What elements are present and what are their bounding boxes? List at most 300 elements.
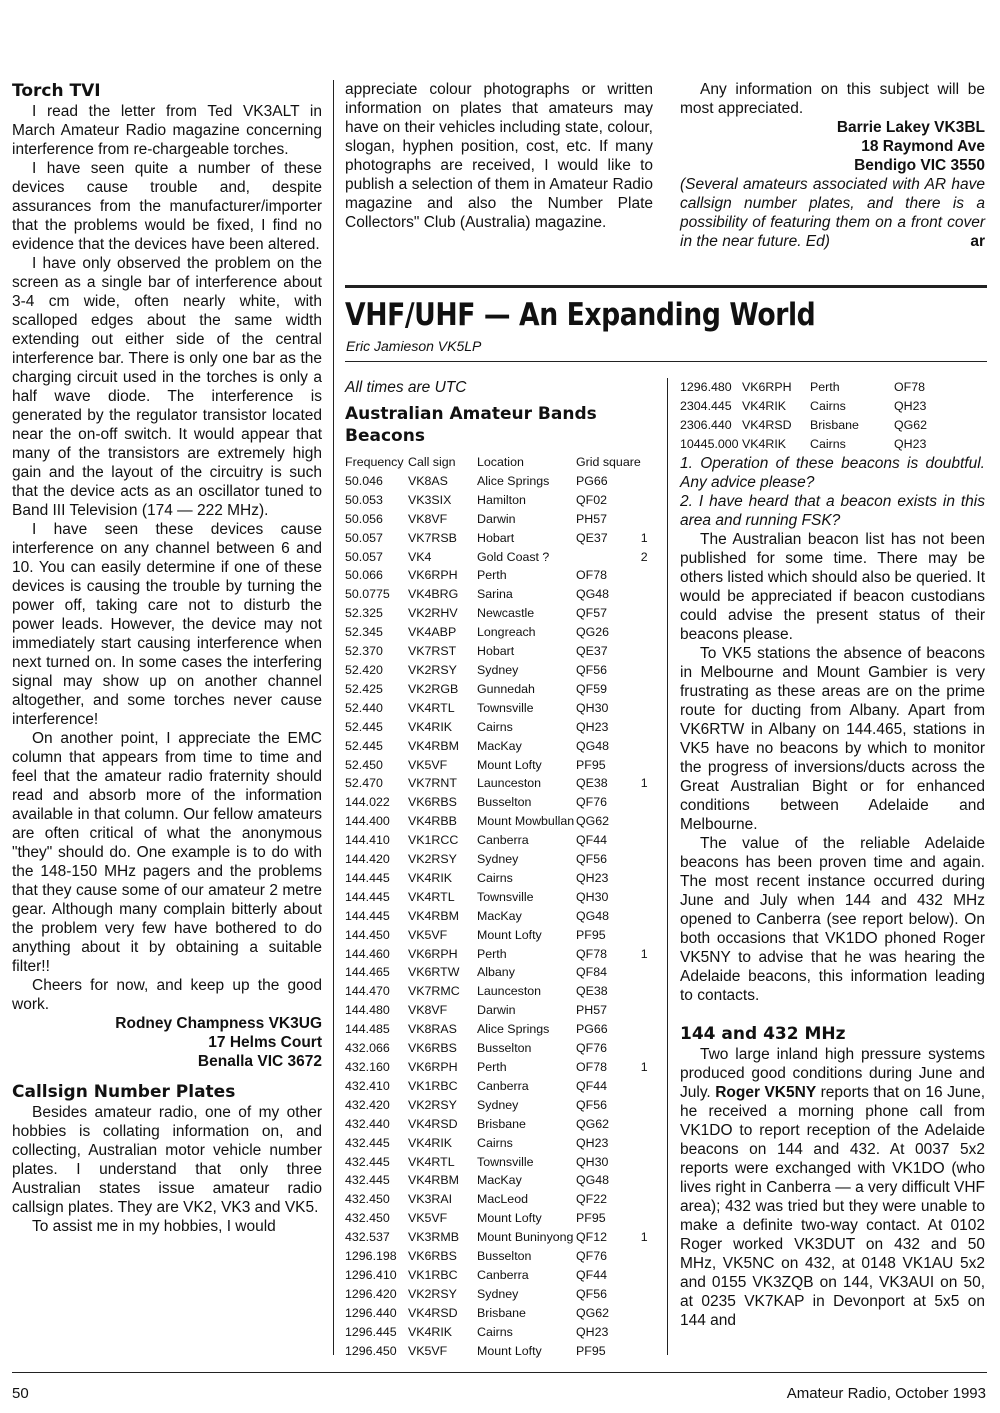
- callsign-cell: VK4RTL: [408, 700, 455, 715]
- note-cell: [641, 1077, 651, 1096]
- letter-heading: Torch TVI: [12, 81, 101, 101]
- frequency-cell: 52.470: [345, 776, 383, 791]
- frequency-cell: 144.480: [345, 1003, 390, 1018]
- frequency-cell: 432.160: [345, 1060, 390, 1074]
- note-cell: [641, 907, 651, 926]
- letter-plates-continued: [345, 80, 653, 232]
- callsign-cell: VK5VF: [408, 757, 448, 772]
- frequency-cell: 432.410: [345, 1078, 390, 1093]
- end-mark: ar: [970, 233, 985, 250]
- callsign-cell: VK6RTW: [408, 965, 460, 980]
- location-cell: Hobart: [477, 530, 515, 545]
- frequency-cell: 52.440: [345, 700, 383, 715]
- frequency-cell: 50.057: [345, 549, 383, 564]
- callsign-cell: VK2RHV: [408, 606, 458, 621]
- location-cell: Perth: [477, 946, 507, 961]
- beacon-row: [345, 1096, 651, 1115]
- location-cell: Perth: [477, 1060, 507, 1074]
- location-cell: Canberra: [477, 1078, 529, 1093]
- beacon-row: [345, 699, 651, 718]
- location-cell: Mount Lofty: [477, 927, 542, 942]
- frequency-cell: 50.053: [345, 492, 383, 507]
- grid-cell: QE37: [576, 644, 608, 659]
- location-cell: Cairns: [477, 719, 513, 734]
- location-cell: Alice Springs: [477, 473, 550, 488]
- frequency-cell: 432.445: [345, 1154, 390, 1169]
- grid-cell: QG48: [576, 908, 610, 923]
- frequency-cell: 144.460: [345, 946, 390, 961]
- paragraph: [680, 1045, 985, 1330]
- note-cell: [641, 1342, 651, 1361]
- beacon-row: [345, 926, 651, 945]
- frequency-cell: 1296.198: [345, 1249, 397, 1264]
- note-cell: [641, 1190, 651, 1209]
- callsign-cell: VK2RSY: [408, 852, 457, 867]
- beacon-row: [345, 831, 651, 850]
- location-cell: Perth: [477, 568, 507, 583]
- location-cell: Gold Coast ?: [477, 549, 550, 564]
- frequency-cell: 52.345: [345, 625, 383, 640]
- column-divider: [667, 378, 668, 1355]
- frequency-cell: 52.420: [345, 662, 383, 677]
- grid-cell: QH30: [576, 1154, 609, 1169]
- callsign-cell: VK2RGB: [408, 681, 459, 696]
- frequency-cell: 50.066: [345, 568, 383, 583]
- column-header: Location: [477, 455, 524, 469]
- grid-cell: QG62: [576, 1305, 610, 1320]
- location-cell: Cairns: [810, 436, 846, 451]
- location-cell: Busselton: [477, 1249, 532, 1264]
- grid-cell: PF95: [576, 1343, 606, 1358]
- grid-cell: PF95: [576, 1211, 606, 1226]
- frequency-cell: 50.046: [345, 473, 383, 488]
- callsign-cell: VK7RSB: [408, 530, 457, 545]
- grid-cell: QF44: [576, 1078, 607, 1093]
- paragraph: On another point, I appreciate the EMC column that appears from time to time and feel that the amateur radio fraternity should read and absorb more of the information available in that column. Our fellow amateurs are often critical of what the anonymous "they" should do. One example is to do with the 148-150 MHz pagers and the problems that they cause some of our amateur 2 metre gear. Although many complain bitterly about the problem very few have bothered to do anything about it by obtaining a suitable filter!!: [12, 730, 322, 975]
- frequency-cell: 144.400: [345, 814, 390, 829]
- location-cell: Launceston: [477, 984, 542, 999]
- grid-cell: QF12: [576, 1230, 607, 1245]
- signature-name: Rodney Champness VK3UG: [115, 1015, 322, 1032]
- column-header: Grid square: [576, 455, 641, 469]
- callsign-cell: VK3SIX: [408, 492, 452, 507]
- frequency-cell: 10445.000: [680, 436, 739, 451]
- text-run: Two large inland high pressure systems produced good conditions during June and July.: [680, 1045, 985, 1101]
- paragraph: To VK5 stations the absence of beacons in Melbourne and Mount Gambier is very frustrating as these areas are on the prime route for ducting from Albany. Apart from VK6RTW in Albany on 144.465, stations in VK5 have no beacons by which to monitor the progress of inversions/ducts across the Great Australian Bight or for enhanced conditions between Adelaide and Melbourne.: [680, 644, 985, 833]
- signature-name: Barrie Lakey VK3BL: [836, 119, 985, 136]
- grid-cell: QH23: [576, 719, 609, 734]
- note-cell: [641, 812, 651, 831]
- paragraph: I have only observed the problem on the screen as a single bar of interference about 3-4 cm wide, often nearly white, with scalloped edges about the same width extending out either side of the central interference bar. There is only one bar as the charging circuit used in the torches is only a half wave diode. The interference is generated by the regulator transistor located near the on-off switch. It would appear that many of the transistors are extremely high gain and the layout of the circuitry is such that the device acts as an oscillator tuned to Band III Television (174 — 222 MHz).: [12, 255, 322, 519]
- location-cell: Mount Lofty: [477, 1211, 542, 1226]
- paragraph: Cheers for now, and keep up the good work.: [12, 977, 322, 1013]
- note-cell: 1: [640, 530, 648, 545]
- beacon-row: [345, 1171, 651, 1190]
- note-cell: [641, 963, 651, 982]
- beacon-row: [345, 963, 651, 982]
- grid-cell: PF95: [576, 927, 606, 942]
- location-cell: MacKay: [477, 1173, 522, 1188]
- signature-street: 17 Helms Court: [208, 1034, 322, 1051]
- beacon-row: [345, 812, 651, 831]
- beacon-row: [345, 1247, 651, 1266]
- grid-cell: QF76: [576, 795, 607, 810]
- letter-heading: Callsign Number Plates: [12, 1082, 236, 1102]
- beacon-row: [345, 888, 651, 907]
- beacon-row: [345, 642, 651, 661]
- note-cell: [934, 435, 944, 454]
- table-note: 2. I have heard that a beacon exists in this area and running FSK?: [680, 492, 985, 529]
- frequency-cell: 432.066: [345, 1041, 390, 1056]
- note-cell: [641, 888, 651, 907]
- table-note: 1. Operation of these beacons is doubtful. Any advice please?: [680, 454, 985, 491]
- callsign-cell: VK5VF: [408, 1343, 448, 1358]
- note-cell: [641, 737, 651, 756]
- beacon-table: [345, 453, 651, 1361]
- location-cell: Mount Lofty: [477, 1343, 542, 1358]
- frequency-cell: 50.0775: [345, 587, 390, 602]
- frequency-cell: 1296.410: [345, 1267, 397, 1282]
- note-cell: [641, 1285, 651, 1304]
- note-cell: [934, 397, 944, 416]
- note-cell: [641, 1247, 651, 1266]
- editor-note: (Several amateurs associated with AR have callsign number plates, and there is a possibility of featuring them on a front cover in the near future. Ed): [680, 176, 985, 250]
- grid-cell: QH23: [576, 1135, 609, 1150]
- signature-street: 18 Raymond Ave: [861, 138, 985, 155]
- callsign-cell: VK6RBS: [408, 1041, 457, 1056]
- paragraph: appreciate colour photographs or written information on plates that amateurs may have on their vehicles including state, colour, slogan, hyphen position, cost, etc. If many photographs are received, I would like to publish a selection of them in Amateur Radio magazine and also the Number Plate Collectors" Club (Australia) magazine.: [345, 81, 653, 231]
- callsign-cell: VK2RSY: [408, 1286, 457, 1301]
- note-cell: [641, 1020, 651, 1039]
- location-cell: Cairns: [477, 1135, 513, 1150]
- note-cell: [641, 1001, 651, 1020]
- note-cell: [641, 699, 651, 718]
- article-column-3: [680, 378, 985, 1330]
- callsign-cell: VK4RBM: [408, 738, 459, 753]
- grid-cell: QF76: [576, 1249, 607, 1264]
- frequency-cell: 144.420: [345, 852, 390, 867]
- location-cell: Busselton: [477, 1041, 532, 1056]
- note-cell: 1: [640, 1230, 648, 1245]
- note-cell: [934, 378, 944, 397]
- table-header-row: [345, 453, 651, 472]
- beacon-row: [345, 737, 651, 756]
- byline-rule: [345, 361, 987, 362]
- note-cell: [641, 1153, 651, 1172]
- grid-cell: QG62: [894, 417, 928, 432]
- frequency-cell: 144.445: [345, 908, 390, 923]
- paragraph: I read the letter from Ted VK3ALT in March Amateur Radio magazine concerning interference from re-chargeable torches.: [12, 103, 322, 158]
- beacon-row: [345, 718, 651, 737]
- location-cell: Cairns: [477, 870, 513, 885]
- frequency-cell: 2306.440: [680, 417, 732, 432]
- location-cell: Mount Lofty: [477, 757, 542, 772]
- callsign-cell: VK7RST: [408, 644, 457, 659]
- frequency-cell: 50.057: [345, 530, 383, 545]
- callsign-cell: VK4RSD: [408, 1116, 458, 1131]
- grid-cell: PF95: [576, 757, 606, 772]
- callsign-cell: VK6RPH: [408, 946, 458, 961]
- location-cell: Newcastle: [477, 606, 535, 621]
- note-cell: 2: [640, 549, 648, 564]
- grid-cell: PH57: [576, 511, 607, 526]
- beacon-row: [345, 869, 651, 888]
- paragraph: To assist me in my hobbies, I would: [32, 1218, 276, 1235]
- location-cell: Darwin: [477, 1003, 516, 1018]
- frequency-cell: 432.440: [345, 1116, 390, 1131]
- beacon-row: [345, 945, 651, 964]
- frequency-cell: 144.465: [345, 965, 390, 980]
- article-title: VHF/UHF — An Expanding World: [345, 297, 816, 333]
- grid-cell: QG48: [576, 587, 610, 602]
- frequency-cell: 144.022: [345, 795, 390, 810]
- frequency-cell: 144.485: [345, 1022, 390, 1037]
- location-cell: Cairns: [810, 398, 846, 413]
- beacon-row: [345, 548, 651, 567]
- beacon-row: [345, 529, 651, 548]
- grid-cell: QF56: [576, 852, 607, 867]
- location-cell: Mount Mowbullan: [477, 814, 575, 829]
- callsign-cell: VK3RAI: [408, 1192, 453, 1207]
- frequency-cell: 144.445: [345, 870, 390, 885]
- callsign-cell: VK8VF: [408, 511, 448, 526]
- note-cell: [641, 1134, 651, 1153]
- grid-cell: QG62: [576, 1116, 610, 1131]
- callsign-cell: VK4RBM: [408, 908, 459, 923]
- note-cell: [641, 604, 651, 623]
- frequency-cell: 432.450: [345, 1211, 390, 1226]
- frequency-cell: 2304.445: [680, 398, 732, 413]
- note-cell: [641, 793, 651, 812]
- grid-cell: QF22: [576, 1192, 607, 1207]
- location-cell: Busselton: [477, 795, 532, 810]
- grid-cell: QF76: [576, 1041, 607, 1056]
- grid-cell: OF78: [894, 380, 925, 394]
- beacon-row: [345, 680, 651, 699]
- location-cell: Mount Buninyong: [477, 1230, 574, 1245]
- beacon-row: [345, 1077, 651, 1096]
- paragraph: I have seen quite a number of these devices cause trouble and, despite assurances from the manufacturer/importer that the problems would be fixed, I find no evidence that the devices have been altered.: [12, 160, 322, 253]
- column-header: Call sign: [408, 455, 456, 469]
- callsign-cell: VK8AS: [408, 473, 448, 488]
- callsign-cell: VK8VF: [408, 1003, 448, 1018]
- location-cell: Canberra: [477, 833, 529, 848]
- callsign-cell: VK4: [408, 549, 432, 564]
- beacon-row: [345, 623, 651, 642]
- column-divider: [333, 80, 334, 1355]
- beacon-row: [345, 907, 651, 926]
- beacon-row: [345, 1228, 651, 1247]
- callsign-cell: VK4RIK: [742, 436, 787, 451]
- grid-cell: QG48: [576, 738, 610, 753]
- letter-torch-tvi: [12, 80, 322, 1236]
- callsign-cell: VK4RIK: [408, 1324, 453, 1339]
- article-top-rule: [345, 285, 987, 288]
- beacon-row: [345, 1323, 651, 1342]
- grid-cell: OF78: [576, 1060, 607, 1074]
- beacon-row: [345, 793, 651, 812]
- beacon-row: [345, 1153, 651, 1172]
- grid-cell: QE38: [576, 984, 608, 999]
- frequency-cell: 1296.445: [345, 1324, 397, 1339]
- paragraph: Any information on this subject will be most appreciated.: [680, 81, 985, 117]
- grid-cell: PG66: [576, 473, 608, 488]
- location-cell: MacLeod: [477, 1192, 528, 1207]
- note-cell: [641, 1209, 651, 1228]
- frequency-cell: 52.325: [345, 606, 383, 621]
- grid-cell: QF59: [576, 681, 607, 696]
- note-cell: 1: [640, 1060, 648, 1074]
- frequency-cell: 144.470: [345, 984, 390, 999]
- grid-cell: QF57: [576, 606, 607, 621]
- callsign-cell: VK7RNT: [408, 776, 457, 791]
- callsign-cell: VK1RCC: [408, 833, 459, 848]
- frequency-cell: 52.445: [345, 719, 383, 734]
- beacon-row: [680, 397, 944, 416]
- callsign-cell: VK6RPH: [408, 1060, 458, 1074]
- grid-cell: PG66: [576, 1022, 608, 1037]
- callsign-cell: VK4RTL: [408, 1154, 455, 1169]
- note-cell: [641, 623, 651, 642]
- location-cell: Gunnedah: [477, 681, 535, 696]
- frequency-cell: 1296.450: [345, 1343, 397, 1358]
- note-cell: [641, 869, 651, 888]
- beacon-row: [345, 604, 651, 623]
- location-cell: Perth: [810, 380, 840, 394]
- column-header: Frequency: [345, 455, 404, 469]
- frequency-cell: 1296.480: [680, 380, 732, 394]
- paragraph: The value of the reliable Adelaide beacons has been proven time and again. The most recent instance occurred during June and July when 144 and 432 MHz opened to Canberra (see report below). On both occasions that VK1DO phoned Roger VK5NY to advise that he was hearing the Adelaide beacons, this information leading to contacts.: [680, 834, 985, 1004]
- beacon-row: [345, 1285, 651, 1304]
- note-cell: [641, 926, 651, 945]
- frequency-cell: 432.450: [345, 1192, 390, 1207]
- location-cell: Sydney: [477, 852, 519, 867]
- callsign-cell: VK4RIK: [742, 398, 787, 413]
- note-cell: [641, 831, 651, 850]
- beacon-row: [345, 1209, 651, 1228]
- callsign-cell: VK4RIK: [408, 1135, 453, 1150]
- location-cell: Albany: [477, 965, 515, 980]
- callsign-cell: VK3RMB: [408, 1230, 459, 1245]
- callsign-cell: VK4ABP: [408, 625, 457, 640]
- paragraph: The Australian beacon list has not been published for some time. There may be others listed which should also be queried. It would be appreciated if beacon custodians could advise the present status of their beacons please.: [680, 530, 986, 643]
- signature-town: Benalla VIC 3672: [197, 1053, 322, 1070]
- frequency-cell: 52.370: [345, 644, 383, 659]
- note-cell: [641, 1171, 651, 1190]
- beacon-row: [680, 435, 944, 454]
- frequency-cell: 50.056: [345, 511, 383, 526]
- beacon-row: [345, 774, 651, 793]
- beacon-row: [345, 1266, 651, 1285]
- callsign-cell: VK7RMC: [408, 984, 460, 999]
- callsign-cell: VK2RSY: [408, 1097, 457, 1112]
- note-cell: [641, 1323, 651, 1342]
- paragraph: I have seen these devices cause interference on any channel between 6 and 10. You can easily determine if one of these devices is causing the trouble by turning the power off, taking care not to disturb the power leads. However, the device may not immediately start causing interference when next turned on. In some cases the interfering signal may show up on another channel altogether, and some torches never cause interference!: [12, 521, 322, 728]
- beacon-row: [345, 756, 651, 775]
- note-cell: [641, 661, 651, 680]
- beacon-row: [345, 1304, 651, 1323]
- location-cell: Brisbane: [477, 1116, 526, 1131]
- callsign-cell: VK6RBS: [408, 1249, 457, 1264]
- location-cell: Sydney: [477, 662, 519, 677]
- beacon-row: [345, 510, 651, 529]
- footer-rule: [12, 1372, 987, 1373]
- note-cell: [641, 982, 651, 1001]
- frequency-cell: 52.425: [345, 681, 383, 696]
- frequency-cell: 1296.420: [345, 1286, 397, 1301]
- callsign-cell: VK4RIK: [408, 870, 453, 885]
- beacon-row: [345, 1020, 651, 1039]
- note-cell: [641, 850, 651, 869]
- signature-town: Bendigo VIC 3550: [854, 157, 985, 174]
- location-cell: Longreach: [477, 625, 536, 640]
- beacon-row: [345, 1342, 651, 1361]
- note-cell: [641, 566, 651, 585]
- section-heading: 144 and 432 MHz: [680, 1023, 846, 1044]
- grid-cell: QG26: [576, 625, 610, 640]
- note-cell: [641, 1304, 651, 1323]
- note-cell: [641, 491, 651, 510]
- beacon-row: [345, 850, 651, 869]
- beacon-row: [345, 1134, 651, 1153]
- grid-cell: QH23: [894, 436, 927, 451]
- grid-cell: PH57: [576, 1003, 607, 1018]
- beacon-row: [345, 1001, 651, 1020]
- times-note: All times are UTC: [345, 379, 467, 396]
- location-cell: Townsville: [477, 1154, 534, 1169]
- callsign-cell: VK5VF: [408, 927, 448, 942]
- text-run: reports that on 16 June, he received a morning phone call from VK1DO to report reception of the Adelaide beacons on 144 and 432. At 0037 5x2 reports were exchanged with VK1DO (who lives right in Canberra — a very difficult VHF area); 432 was tried but they were unable to make a definite two-way contact. At 0102 Roger worked VK3DUT on 432 and 50 MHz, VK5NC on 432, at 0148 VK1AU 5x2 and 0155 VK3ZQB on 144, VK3AUI on 50, at 0235 VK7KAP in Devonport at 5x5 on 144 and: [680, 1083, 986, 1329]
- callsign-cell: VK6RPH: [408, 568, 458, 583]
- note-cell: [934, 416, 944, 435]
- grid-cell: QF56: [576, 1097, 607, 1112]
- beacon-row: [345, 585, 651, 604]
- location-cell: Hobart: [477, 644, 515, 659]
- grid-cell: QH23: [576, 1324, 609, 1339]
- page-number: 50: [12, 1385, 29, 1402]
- note-cell: [641, 642, 651, 661]
- callsign-cell: VK4BRG: [408, 587, 459, 602]
- grid-cell: QH30: [576, 700, 609, 715]
- location-cell: Brisbane: [810, 417, 859, 432]
- frequency-cell: 1296.440: [345, 1305, 397, 1320]
- beacon-section: [345, 378, 655, 1361]
- location-cell: Brisbane: [477, 1305, 526, 1320]
- grid-cell: QG62: [576, 814, 610, 829]
- callsign-cell: VK4RTL: [408, 889, 455, 904]
- highlighted-name: Roger VK5NY: [715, 1083, 817, 1101]
- grid-cell: QH23: [894, 398, 927, 413]
- callsign-cell: VK5VF: [408, 1211, 448, 1226]
- frequency-cell: 432.537: [345, 1230, 390, 1245]
- location-cell: Cairns: [477, 1324, 513, 1339]
- note-cell: 1: [640, 946, 648, 961]
- grid-cell: QF56: [576, 1286, 607, 1301]
- magazine-issue: Amateur Radio, October 1993: [786, 1385, 986, 1402]
- frequency-cell: 432.445: [345, 1135, 390, 1150]
- callsign-cell: VK4RIK: [408, 719, 453, 734]
- grid-cell: QF56: [576, 662, 607, 677]
- callsign-cell: VK1RBC: [408, 1267, 458, 1282]
- beacon-row: [345, 982, 651, 1001]
- grid-cell: QF44: [576, 1267, 607, 1282]
- grid-cell: QF78: [576, 946, 607, 961]
- grid-cell: OF78: [576, 568, 607, 583]
- section-heading: Australian Amateur Bands Beacons: [345, 404, 597, 446]
- beacon-row: [680, 378, 944, 397]
- location-cell: Alice Springs: [477, 1022, 550, 1037]
- paragraph: Besides amateur radio, one of my other hobbies is collating information on, and collecting, Australian motor vehicle number plates. I understand that only three Australian states issue amateur radio callsign plates. They are VK2, VK3 and VK5.: [12, 1104, 322, 1216]
